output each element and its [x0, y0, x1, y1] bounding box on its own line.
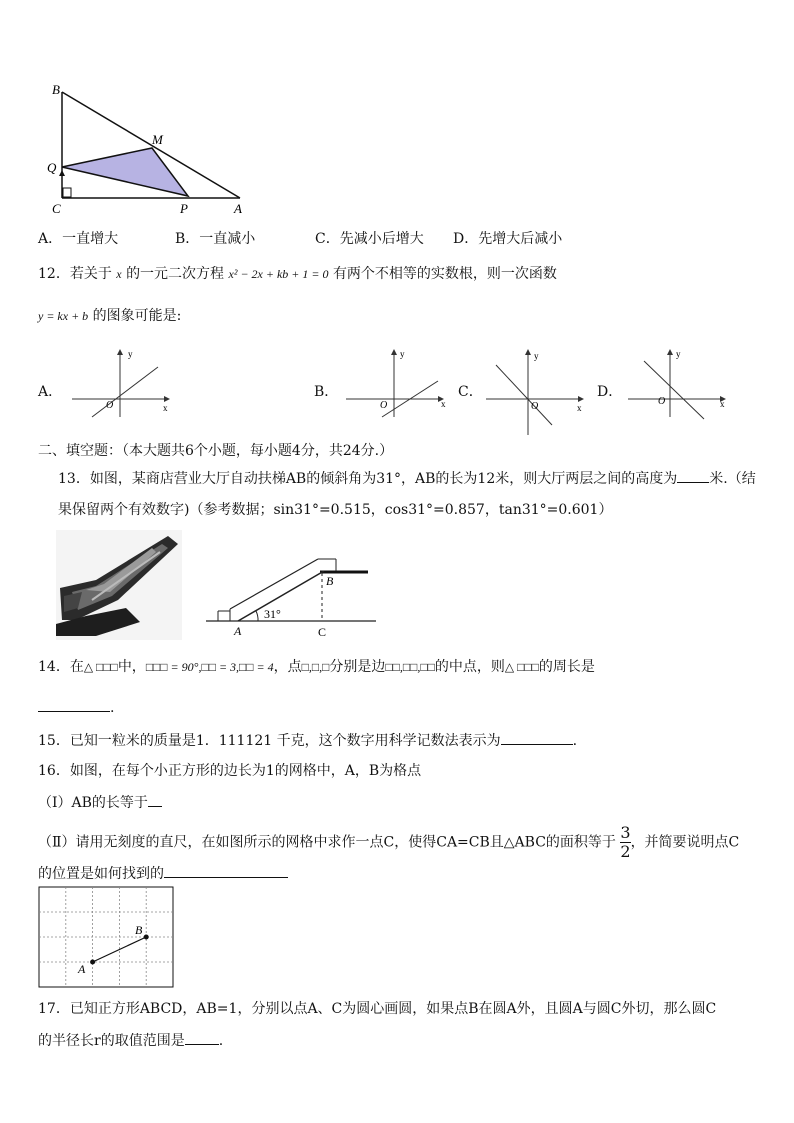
q17-answer-blank[interactable] [185, 1030, 219, 1045]
q12-question-line1 [38, 263, 557, 283]
svg-text:x: x [577, 403, 582, 413]
q14-triangle-2: △ □□□ [504, 660, 539, 674]
q12-question-line2 [38, 305, 181, 325]
q13-text: 13．如图，某商店营业大厅自动扶梯AB的倾斜角为31°，AB的长为12米，则大厅两层之间的高度为 [58, 471, 678, 487]
svg-text:O: O [106, 400, 114, 411]
q12-option-a-label: A． [38, 384, 63, 400]
q14-sides: □□,□□,□□ [385, 660, 435, 674]
q13-text-tail: 米.（结 [709, 471, 756, 487]
q16-part2-text: （Ⅱ）请用无刻度的直尺，在如图所示的网格中求作一点C，使得CA=CB且△ABC的面积等于 [38, 834, 616, 851]
q12-graph-b [342, 345, 452, 420]
q14-answer-blank[interactable] [38, 697, 110, 712]
svg-text:A: A [78, 962, 86, 976]
fig11-label-Q: Q [47, 160, 57, 175]
q14-start: 14．在 [38, 659, 84, 675]
svg-text:31°: 31° [264, 607, 281, 621]
q12-graph-c [482, 345, 592, 440]
q13-escalator-diagram [200, 555, 380, 643]
q11-option-a: A．一直增大 [38, 231, 119, 247]
q14-triangle: △ □□□ [83, 660, 118, 674]
svg-text:A: A [234, 624, 242, 638]
q15-answer-blank[interactable] [501, 730, 573, 745]
q12-variable-x: x [116, 267, 122, 281]
q14-points: □,□,□ [301, 660, 330, 674]
q14-tail: 的周长是 [538, 659, 595, 675]
q16-part1-text: （Ⅰ）AB的长等于 [38, 795, 148, 811]
svg-text:B: B [326, 574, 334, 588]
svg-text:y: y [400, 349, 405, 359]
q15-question [38, 730, 577, 750]
q13-question-line1 [58, 468, 756, 488]
q14-answer-line [38, 697, 114, 716]
svg-text:x: x [720, 399, 725, 409]
q14-mid: 中， [117, 659, 146, 675]
q16-line4-text: 的位置是如何找到的 [38, 866, 164, 882]
q14-mid3: 分别是边 [329, 659, 386, 675]
fig11-label-C: C [52, 201, 61, 216]
q16-fraction-numerator: 3 [620, 823, 631, 842]
fig11-label-A: A [234, 201, 242, 216]
q12-mid: 的一元二次方程 [126, 266, 225, 282]
q11-triangle-figure [40, 80, 260, 220]
q12-option-c-label: C． [458, 384, 483, 400]
q12-option-d-label: D． [597, 384, 623, 400]
q15-end: . [572, 733, 578, 749]
q17-line2 [38, 1030, 223, 1050]
svg-text:x: x [163, 403, 168, 413]
svg-text:B: B [135, 923, 143, 937]
q13-answer-blank[interactable] [677, 468, 709, 483]
svg-text:O: O [531, 401, 539, 412]
escalator-photo [56, 530, 182, 640]
fig11-label-M: M [152, 132, 163, 147]
svg-text:x: x [441, 399, 446, 409]
q14-mid2: ，点 [273, 659, 302, 675]
q16-fraction [620, 824, 630, 861]
q16-part2-tail: ，并简要说明点C [630, 834, 740, 851]
q12-number: 12．若关于 [38, 266, 112, 282]
q11-option-c: C．先减小后增大 [315, 231, 424, 247]
q16-line1: 16．如图，在每个小正方形的边长为1的网格中，A，B为格点 [38, 763, 422, 779]
svg-text:y: y [534, 351, 539, 361]
q17-line2-text: 的半径长r的取值范围是 [38, 1033, 185, 1049]
svg-text:C: C [318, 625, 327, 639]
svg-text:O: O [658, 396, 666, 407]
q12-function: y = kx + b [38, 309, 89, 323]
q16-line3 [38, 824, 739, 861]
q14-mid4: 的中点，则 [434, 659, 505, 675]
fig11-label-B: B [52, 82, 60, 97]
q16-grid-figure [38, 886, 178, 990]
fig11-label-P: P [180, 201, 188, 216]
svg-text:y: y [128, 349, 133, 359]
q12-equation: x² − 2x + kb + 1 = 0 [228, 267, 329, 281]
q16-fraction-denominator: 2 [620, 842, 631, 861]
q16-part2-blank[interactable] [164, 863, 288, 878]
q16-line4 [38, 863, 288, 883]
q15-text: 15．已知一粒米的质量是1．111121 千克，这个数字用科学记数法表示为 [38, 733, 501, 749]
q16-line2 [38, 792, 162, 812]
q12-option-b-label: B． [314, 384, 339, 400]
q12-function-tail: 的图象可能是: [92, 308, 182, 324]
q14-end: . [110, 700, 115, 716]
q12-tail: 有两个不相等的实数根，则一次函数 [332, 266, 557, 282]
q13-question-line2: 果保留两个有效数字)（参考数据；sin31°=0.515，cos31°=0.857，tan31°=0.601） [58, 502, 613, 518]
q16-part1-blank[interactable] [148, 792, 162, 807]
q14-condition: □□□ = 90°,□□ = 3,□□ = 4 [145, 660, 274, 674]
section-2-heading: 二、填空题：（本大题共6个小题，每小题4分，共24分.） [38, 443, 394, 459]
q12-graph-a [68, 345, 178, 420]
svg-text:y: y [676, 349, 681, 359]
q17-line1: 17．已知正方形ABCD，AB=1，分别以点A、C为圆心画圆，如果点B在圆A外，且圆A与圆C外切，那么圆C [38, 1001, 717, 1017]
q17-end: . [218, 1033, 224, 1049]
q11-option-b: B．一直减小 [175, 231, 256, 247]
q12-graph-d [624, 345, 734, 420]
q14-question [38, 656, 595, 676]
q11-option-d: D．先增大后减小 [453, 231, 563, 247]
svg-text:O: O [380, 400, 388, 411]
